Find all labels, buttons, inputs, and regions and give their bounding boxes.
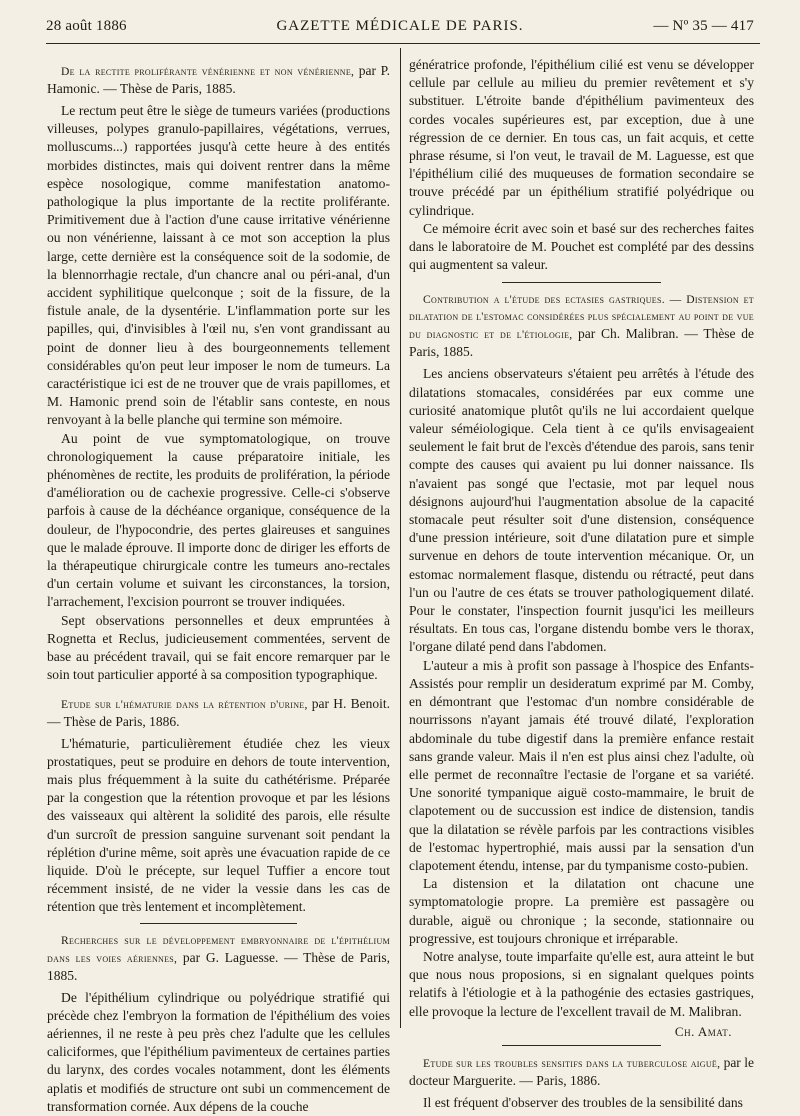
article-paragraph: L'auteur a mis à profit son passage à l'hospice des Enfants-Assistés pour remplir un desideratum exprimé par M. Comby, en démontrant que l'estomac d'un nombre considérable de nourrissons n'ayant jamais été trouvé dilaté, l'exploration abdominale du tube digestif dans la première enfance restait sans grande valeur. Mais il n'en est plus ainsi chez l'adulte, où elle permet de reconnaître l'ectasie de l'organe et sa variété. Une sonorité tympanique aiguë costo-mammaire, le bruit de clapotement ou de succussion est indice de distension, tandis que la dilatation se révèle parfois par les contractions visibles de l'estomac hypertrophié, mais aussi par la sensation d'un clapotement étendu, intense, par du tympanisme costo-pubien.	[409, 657, 754, 873]
header-rule	[46, 43, 760, 44]
article-byline: par H. Benoit. — Thèse de Paris, 1886.	[47, 695, 390, 729]
article-title: De la rectite proliférante vénérienne et non vénérienne,	[61, 65, 355, 78]
article-paragraph: Il est fréquent d'observer des troubles de la sensibilité dans	[423, 1094, 743, 1110]
article-byline: par P. Hamonic. — Thèse de Paris, 1885.	[47, 63, 391, 96]
article-title: Contribution a l'étude des ectasies gastriques. — Distension et dilatation de l'estomac considérées plus spécialement au point de vue du diagnostic et de l'étiologie,	[409, 293, 754, 342]
article-heading-tuberculose	[409, 1054, 754, 1090]
article-byline: par G. Laguesse. — Thèse de Paris, 1885.	[47, 949, 391, 983]
article-title: Recherches sur le développement embryonnaire de l'épithélium dans les voies aériennes,	[47, 933, 390, 965]
article-paragraph: L'hématurie, particulièrement étudiée chez les vieux prostatiques, peut se produire en dehors de toute intervention, mais plus fréquemment à la suite du cathétérisme. Préparée par la congestion que la rétention provoque et par les lésions des vaisseaux qui altèrent la solidité des parois, elle résulte d'un surcroît de pression sanguine survenant soit pendant la réplétion d'urine même, soit après une évacuation rapide de ce liquide. D'où le précepte, sur lequel Tuffier a encore tout récemment insisté, de ne vider la vessie dans les cas de rétention que très lentement et incomplètement.	[47, 735, 390, 915]
right-column	[409, 56, 754, 1112]
page-header	[46, 18, 754, 40]
journal-title: GAZETTE MÉDICALE DE PARIS.	[276, 18, 524, 34]
article-title: Etude sur l'hématurie dans la rétention d'urine,	[61, 697, 308, 711]
article-heading-epithelium	[47, 932, 390, 985]
section-separator	[140, 923, 298, 924]
article-byline: par Ch. Malibran. — Thèse de Paris, 1885.	[409, 326, 754, 360]
article-title: Etude sur les troubles sensitifs dans la tuberculose aiguë,	[423, 1056, 721, 1070]
article-byline: par le docteur Marguerite. — Paris, 1886.	[409, 1054, 754, 1088]
article-paragraph: Ce mémoire écrit avec soin et basé sur des recherches faites dans le laboratoire de M. Pouchet est complété par des dessins qui augmentent sa valeur.	[409, 220, 754, 273]
article-heading-rectite	[47, 62, 390, 98]
column-divider	[400, 48, 401, 1028]
left-column	[47, 58, 390, 1116]
article-signature: Ch. Amat.	[674, 1023, 732, 1039]
article-paragraph: Notre analyse, toute imparfaite qu'elle est, aura atteint le but que nous nous proposions, si en signalant quelques points relatifs à l'étiologie et à la pathogénie des ectasies gastriques, elle provoque la lecture de l'excellent travail de M. Malibran.	[409, 948, 754, 1019]
section-separator	[502, 1045, 661, 1046]
article-heading-hematurie	[47, 695, 390, 731]
article-paragraph: Sept observations personnelles et deux empruntées à Rognetta et Reclus, judicieusement commentées, servent de base au précédent travail, qui se fait encore remarquer par le soin tout particulier apporté à sa composition typographique.	[47, 612, 390, 683]
article-paragraph: De l'épithélium cylindrique ou polyédrique stratifié qui précède chez l'embryon la formation de l'épithélium des voies aériennes, il ne reste à peu près chez l'adulte que les cellules caliciformes, que l'épithélium pavimenteux de certaines parties du larynx, des cordes vocales notamment, dont les éléments aplatis et modifiés de structure ont subi un commencement de transformation cornée. Aux dépens de la couche	[47, 989, 390, 1114]
issue-date: 28 août 1886	[46, 18, 127, 34]
article-paragraph: Les anciens observateurs s'étaient peu arrêtés à l'étude des dilatations stomacales, considérées par eux comme une curiosité anatomique plutôt qu'ils ne lui accordaient quelque valeur séméiologique. Cela tient à ce qu'ils envisageaient seulement le fait brut de l'excès d'étendue des parois, sans tenir compte des causes qui avaient pu lui donner naissance. Ils n'avaient pas songé que l'ectasie, mot par lequel nous désignons aujourd'hui l'augmentation absolue de la capacité stomacale peut résulter soit d'une distension, conséquence d'une pression intérieure, soit d'une dilatation pure et simple survenue en dehors de toute intervention mécanique. Or, un estomac normalement flasque, distendu ou rétracté, peut dans l'un ou l'autre de ces états se trouver pathologiquement dilaté. Pour le constater, l'inspection fournit jusqu'ici les meilleurs résultats. En tous cas, l'organe distendu bombe vers le thorax, l'organe dilaté pend dans l'abdomen.	[409, 366, 754, 655]
article-paragraph: Le rectum peut être le siège de tumeurs variées (productions villeuses, polypes granulo-papillaires, végétations, verrues, molluscums...) rapportées jusqu'à cette heure à des entités morbides distinctes, mais qui doivent rentrer dans la même espèce nosologique, comme manifestation anatomo-pathologique la plus importante de la rectite proliférante. Primitivement due à l'action d'une cause irritative vénérienne ou non vénérienne, laissant à ce mot son acception la plus large, cette dernière est la conséquence soit de la sodomie, de la blennorrhagie rectale, d'un chancre anal ou péri-anal, d'un accident syphilitique quelconque ; soit de la fissure, de la fistule anale, de la dysentérie. L'inflammation porte sur les papilles, qui, d'invisibles à l'œil nu, s'en vont grandissant au point de donner lieu à des bourgeonnements tellement considérables qu'on peut leur imposer le nom de tumeurs. La caractéristique ici est de ne trouver que de vrais papillomes, et M. Hamonic prend soin de l'établir sans conteste, en nous renvoyant à la belle planche qui termine son mémoire.	[47, 103, 390, 428]
article-paragraph: Au point de vue symptomatologique, on trouve chronologiquement la cause préparatoire initiale, les phénomènes de rectite, les produits de prolifération, la période d'amélioration ou de cachexie progressive. Celle-ci s'observe parfois à cause de la déchéance organique, conséquence de la douleur, de l'hypocondrie, des pertes glaireuses et sanguines que le malade éprouve. Il importe donc de diriger les efforts de la thérapeutique chirurgicale contre les tumeurs ano-rectales d'un certain volume et suivant les circonstances, la torsion, l'arrachement, l'excision pourront se trouver indiquées.	[47, 430, 390, 610]
issue-page-number: — Nº 35 — 417	[653, 18, 754, 34]
article-paragraph: La distension et la dilatation ont chacune une symptomatologie propre. La première est passagère ou durable, aiguë ou chronique ; la seconde, stationnaire ou progressive, est toujours chronique et irréparable.	[409, 876, 754, 946]
article-paragraph: génératrice profonde, l'épithélium cilié est venu se développer cellule par cellule au milieu du premier revêtement et s'y substituer. L'étroite bande d'épithélium pavimenteux des cordes vocales supérieures est, par exception, due à une régression de ce dernier. En tous cas, un fait acquis, et cette phrase résume, si l'on veut, le travail de M. Laguesse, est que l'épithélium cilié des muqueuses de formation secondaire se trouve précédé par un épithélium stratifié polyédrique ou cylindrique.	[409, 57, 754, 218]
section-separator	[502, 282, 661, 283]
article-heading-ectasies	[409, 291, 754, 361]
